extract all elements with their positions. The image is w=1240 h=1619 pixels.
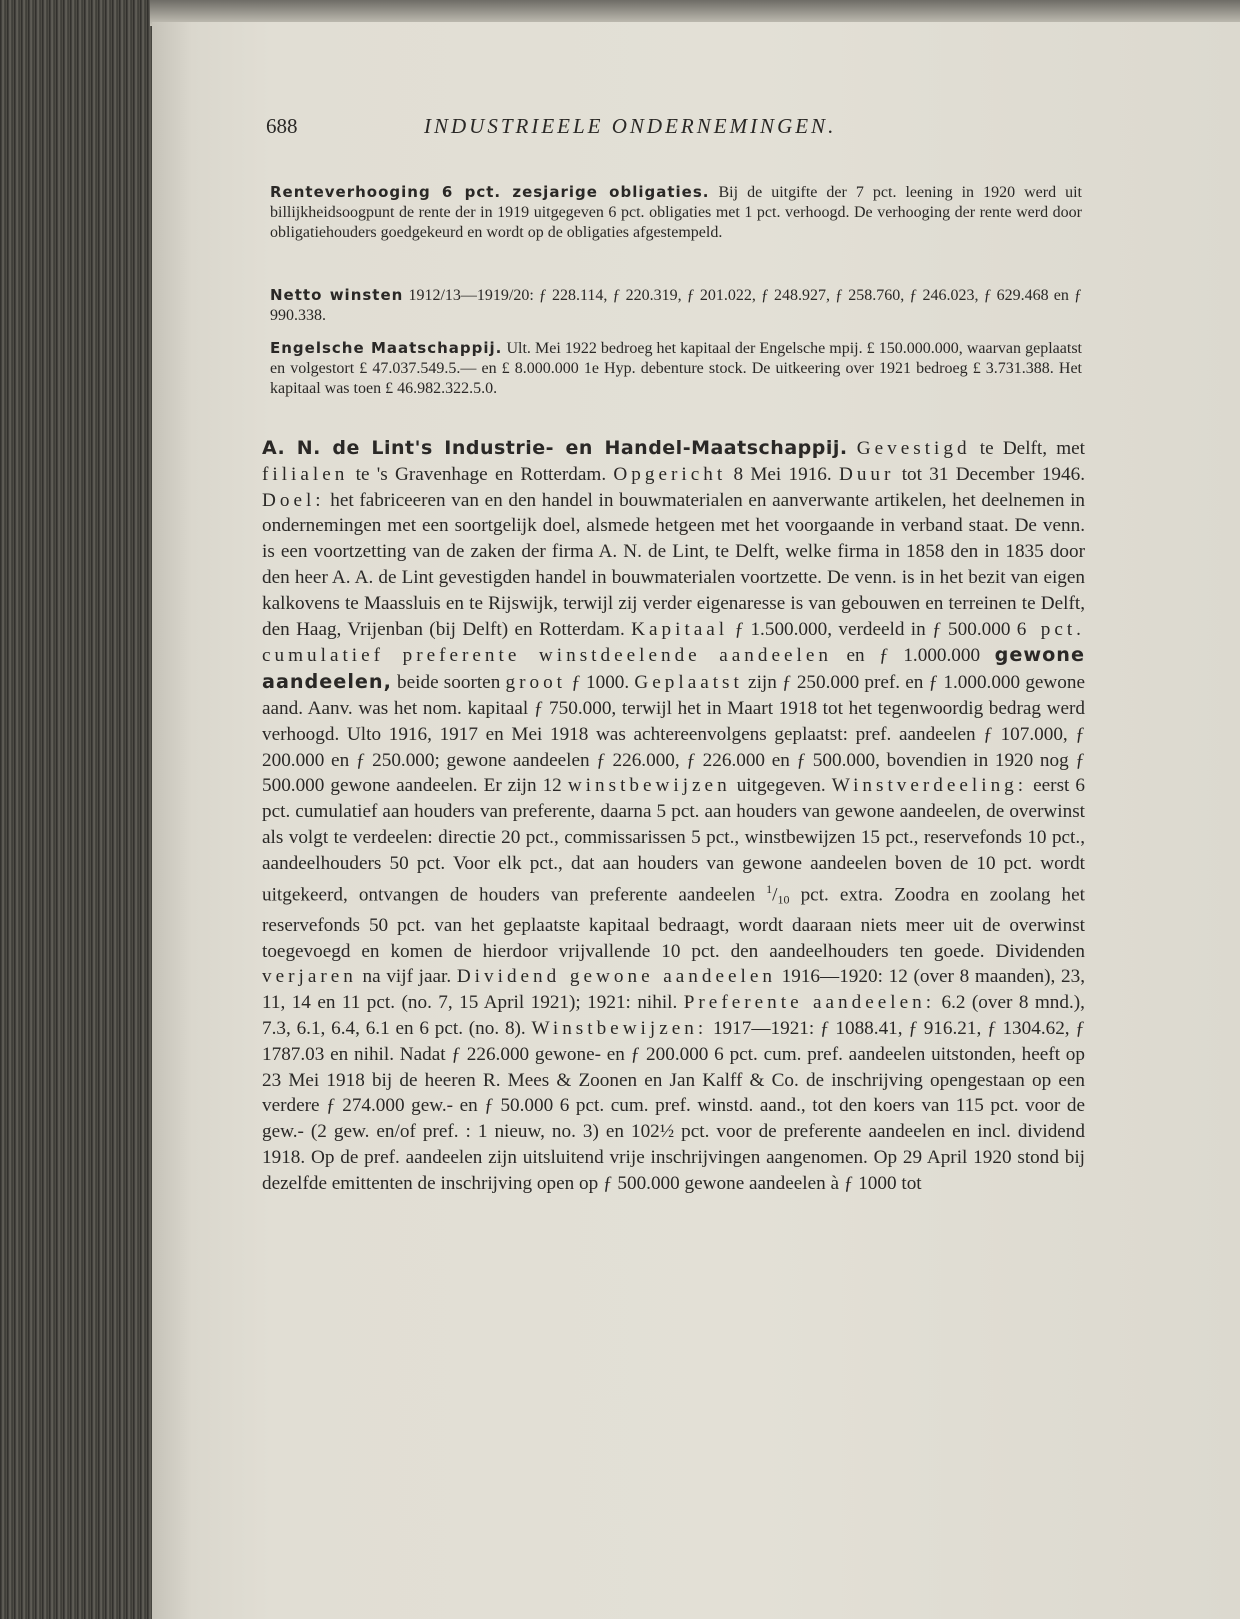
entry-text: ƒ 1.500.000, verdeeld in ƒ 500.000 — [728, 618, 1017, 640]
page-number: 688 — [266, 114, 298, 138]
entry-text: 1917—1921: ƒ 1088.41, ƒ 916.21, ƒ 1304.62, ƒ 1787.03 en nihil. Nadat ƒ 226.000 gewone- en ƒ 200.000 6 pct. cum. pref. aandeelen uitstonden, heeft op 23 Mei 1918 bij de heeren R. Mees & Zoonen en Jan Kalff & Co. de inschrijving opengestaan op een verdere ƒ 274.000 gew.- en ƒ 50.000 6 pct. cum. pref. winstd. aand., tot den koers van 115 pct. voor de gew.- (2 gew. en/of pref. : 1 nieuw, no. 3) en 102½ pct. voor de preferente aandeelen en incl. dividend 1918. Op de pref. aandeelen zijn uitsluitend vrije inschrijvingen aangenomen. Op 29 April 1920 stond bij dezelfde emittenten de inschrijving open op ƒ 500.000 gewone aandeelen à ƒ 1000 tot — [262, 1017, 1085, 1194]
spaced-term: filialen — [262, 463, 349, 485]
paragraph-renteverhooging — [270, 182, 1082, 243]
running-title: INDUSTRIEELE ONDERNEMINGEN. — [424, 114, 837, 138]
entry-text: 6.2 (over 8 mnd.), 7.3, 6.1, 6.4, 6.1 en 6 pct. (no. 8). — [262, 992, 1085, 1039]
paragraph-text: Ult. Mei 1922 bedroeg het kapitaal der Engelsche mpij. £ 150.000.000, waarvan geplaatst en volgestort £ 47.037.549.5.— en £ 8.000.000 1e Hyp. debenture stock. De uitkeering over 1921 bedroeg £ 3.731.388. Het kapitaal was toen £ 46.982.322.5.0. — [270, 340, 1082, 397]
paragraph-lead: Engelsche Maatschappij. — [270, 339, 503, 357]
entry-text: te Delft, met — [970, 438, 1085, 459]
spaced-term: Geplaatst — [634, 672, 743, 694]
paragraph-text: Bij de uitgifte der 7 pct. leening in 1920 werd uit billijkheidsoogpunt de rente der in 1919 uitgegeven 6 pct. obligaties met 1 pct. verhoogd. De verhooging der rente werd door obligatiehouders goedgekeurd en wordt op de obligaties afgestempeld. — [270, 184, 1082, 241]
spaced-term: Winstverdeeling: — [831, 775, 1028, 797]
spaced-term: verjaren — [262, 966, 357, 988]
entry-text: na vijf jaar. — [356, 966, 457, 988]
company-name: A. N. de Lint's Industrie- en Handel-Maatschappij. — [262, 437, 848, 459]
spaced-term: Winstbewijzen: — [531, 1017, 708, 1039]
book-page-edges — [0, 0, 160, 1619]
spaced-term: Preferente aandeelen: — [683, 992, 936, 1014]
spaced-term: Opgericht — [613, 463, 727, 485]
spaced-term: Duur — [838, 463, 895, 485]
entry-text: en ƒ 1.000.000 — [831, 645, 995, 667]
company-entry — [262, 436, 1085, 1197]
paragraph-text: 1912/13—1919/20: ƒ 228.114, ƒ 220.319, ƒ 201.022, ƒ 248.927, ƒ 258.760, ƒ 246.023, ƒ 629.468 en ƒ 990.338. — [270, 287, 1083, 324]
paragraph-lead: Renteverhooging 6 pct. zesjarige obligaties. — [270, 183, 710, 201]
entry-text: het fabriceeren van en den handel in bouwmaterialen en aanverwante artikelen, het deelnemen in ondernemingen met een soortgelijk doel, alsmede hetgeen met het voorgaande in verband staat. De venn. is een voortzetting van de zaken der firma A. N. de Lint, te Delft, welke firma in 1858 den in 1835 door den heer A. A. de Lint gevestigden handel in bouwmaterialen voortzette. De venn. is in het bezit van eigen kalkovens te Maassluis en te Rijswijk, terwijl zij verder eigenaresse is van gebouwen en terreinen te Delft, den Haag, Vrijenban (bij Delft) en Rotterdam. — [262, 489, 1085, 640]
entry-text: pct. extra. Zoodra en zoolang het reservefonds 50 pct. van het geplaatste kapitaal bedraagt, wordt daaraan niets meer uit de overwinst toegevoegd en komen de hierdoor vrijvallende 10 pct. den aandeelhouders ten goede. Dividenden — [262, 883, 1085, 962]
fraction-numerator: 1 — [766, 881, 773, 896]
page-header — [266, 114, 1066, 150]
entry-text: zijn ƒ 250.000 pref. en ƒ 1.000.000 gewone aand. Aanv. was het nom. kapitaal ƒ 750.000, terwijl het in Maart 1918 tot het tegenwoordig bedrag werd verhoogd. Ulto 1916, 1917 en Mei 1918 was achtereenvolgens geplaatst: pref. aandeelen ƒ 107.000, ƒ 200.000 en ƒ 250.000; gewone aandeelen ƒ 226.000, ƒ 226.000 en ƒ 500.000, bovendien in 1920 nog ƒ 500.000 gewone aandeelen. Er zijn 12 — [262, 672, 1085, 797]
entry-text: uitgegeven. — [730, 775, 832, 797]
spaced-term: Doel: — [262, 489, 325, 511]
entry-text: beide soorten — [391, 672, 506, 694]
entry-text: tot 31 December 1946. — [894, 463, 1085, 485]
spaced-term: groot — [505, 672, 567, 694]
spaced-term: Dividend gewone aandeelen — [456, 966, 776, 988]
spaced-term: 6 pct. cumulatief preferente winstdeelende aandeelen — [262, 618, 1085, 667]
bold-term: gewone aandeelen, — [262, 643, 1085, 694]
spaced-term: Gevestigd — [856, 438, 971, 459]
entry-text: ƒ 1000. — [566, 672, 635, 694]
entry-text: 1916—1920: 12 (over 8 maanden), 23, 11, 14 en 11 pct. (no. 7, 15 April 1921); 1921: nihil. — [262, 966, 1085, 1014]
entry-text: 8 Mei 1916. — [726, 463, 839, 485]
book-page — [152, 22, 1240, 1619]
fraction-separator: / — [772, 883, 778, 905]
paragraph-lead: Netto winsten — [270, 286, 404, 304]
entry-text: te 's Gravenhage en Rotterdam. — [348, 463, 614, 485]
spaced-term: winstbewijzen — [567, 775, 731, 797]
spaced-term: Kapitaal — [631, 618, 729, 640]
fraction-denominator: 10 — [777, 891, 790, 906]
entry-text: eerst 6 pct. cumulatief aan houders van preferente, daarna 5 pct. aan houders van gewone aandeelen, de overwinst als volgt te verdeelen: directie 20 pct., commissarissen 5 pct., winstbewijzen 15 pct., reservefonds 10 pct., aandeelhouders 50 pct. Voor elk pct., dat aan houders van gewone aandeelen boven de 10 pct. wordt uitgekeerd, ontvangen de houders van preferente aandeelen — [262, 775, 1085, 905]
paragraph-netto-winsten — [270, 285, 1082, 326]
paragraph-engelsche-maatschappij — [270, 338, 1082, 399]
